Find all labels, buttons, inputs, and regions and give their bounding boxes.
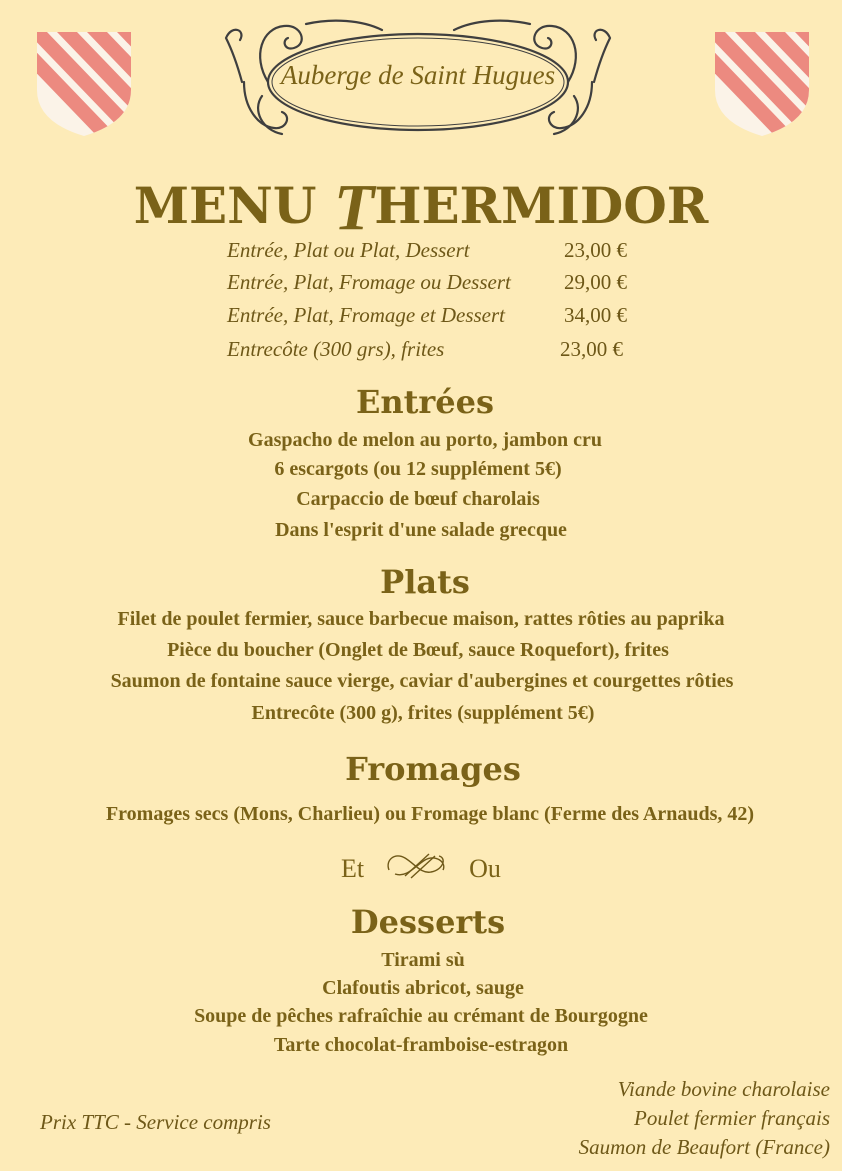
- menu-item: Entrecôte (300 g), frites (supplément 5€): [251, 702, 595, 724]
- et-ou-separator: [0, 848, 842, 889]
- menu-title-rest: HERMIDOR: [374, 176, 709, 235]
- menu-title-prefix: MENU: [133, 176, 317, 235]
- section-heading-plats: Plats: [380, 563, 470, 601]
- formula-row: [227, 270, 627, 302]
- menu-title: [0, 164, 842, 244]
- menu-item: Clafoutis abricot, sauge: [322, 977, 524, 999]
- separator-ou: Ou: [469, 853, 501, 883]
- menu-item: Tirami sù: [381, 949, 465, 971]
- formula-label: Entrée, Plat ou Plat, Dessert: [227, 238, 470, 262]
- formula-label: Entrecôte (300 grs), frites: [227, 337, 445, 361]
- price-note: Prix TTC - Service compris: [40, 1110, 271, 1134]
- formula-row: [227, 303, 627, 335]
- menu-item: Fromages secs (Mons, Charlieu) ou Fromage blanc (Ferme des Arnauds, 42): [105, 803, 755, 825]
- formula-row: [227, 238, 627, 270]
- formula-label: Entrée, Plat, Fromage et Dessert: [227, 303, 505, 327]
- section-heading-entrees: Entrées: [355, 383, 495, 421]
- menu-item: Dans l'esprit d'une salade grecque: [275, 519, 567, 541]
- formula-row: [227, 337, 623, 369]
- formula-price: 23,00 €: [560, 337, 623, 361]
- menu-item: Pièce du boucher (Onglet de Bœuf, sauce Roquefort), frites: [167, 639, 669, 661]
- formula-price: 34,00 €: [564, 303, 627, 327]
- section-heading-fromages: Fromages: [345, 750, 521, 788]
- menu-item: Soupe de pêches rafraîchie au crémant de Bourgogne: [194, 1005, 648, 1027]
- coat-of-arms-right-icon: [715, 32, 809, 136]
- formula-price: 29,00 €: [564, 270, 627, 294]
- menu-item: Saumon de fontaine sauce vierge, caviar d'aubergines et courgettes rôties: [110, 670, 734, 692]
- separator-et: Et: [341, 853, 365, 883]
- formula-label: Entrée, Plat, Fromage ou Dessert: [227, 270, 511, 294]
- menu-item: Carpaccio de bœuf charolais: [296, 488, 540, 510]
- origin-line: Saumon de Beaufort (France): [578, 1135, 830, 1159]
- section-heading-desserts: Desserts: [350, 903, 506, 941]
- origin-line: Viande bovine charolaise: [617, 1077, 830, 1101]
- origin-line: Poulet fermier français: [634, 1106, 830, 1130]
- menu-item: Gaspacho de melon au porto, jambon cru: [248, 429, 602, 451]
- restaurant-name: Auberge de Saint Hugues: [280, 60, 556, 90]
- formula-price: 23,00 €: [564, 238, 627, 262]
- menu-item: 6 escargots (ou 12 supplément 5€): [274, 458, 562, 480]
- menu-title-dropcap: T: [333, 171, 375, 244]
- flourish-icon: [381, 848, 453, 889]
- coat-of-arms-left-icon: [37, 32, 131, 136]
- menu-item: Filet de poulet fermier, sauce barbecue maison, rattes rôties au paprika: [117, 608, 725, 630]
- menu-item: Tarte chocolat-framboise-estragon: [273, 1034, 569, 1056]
